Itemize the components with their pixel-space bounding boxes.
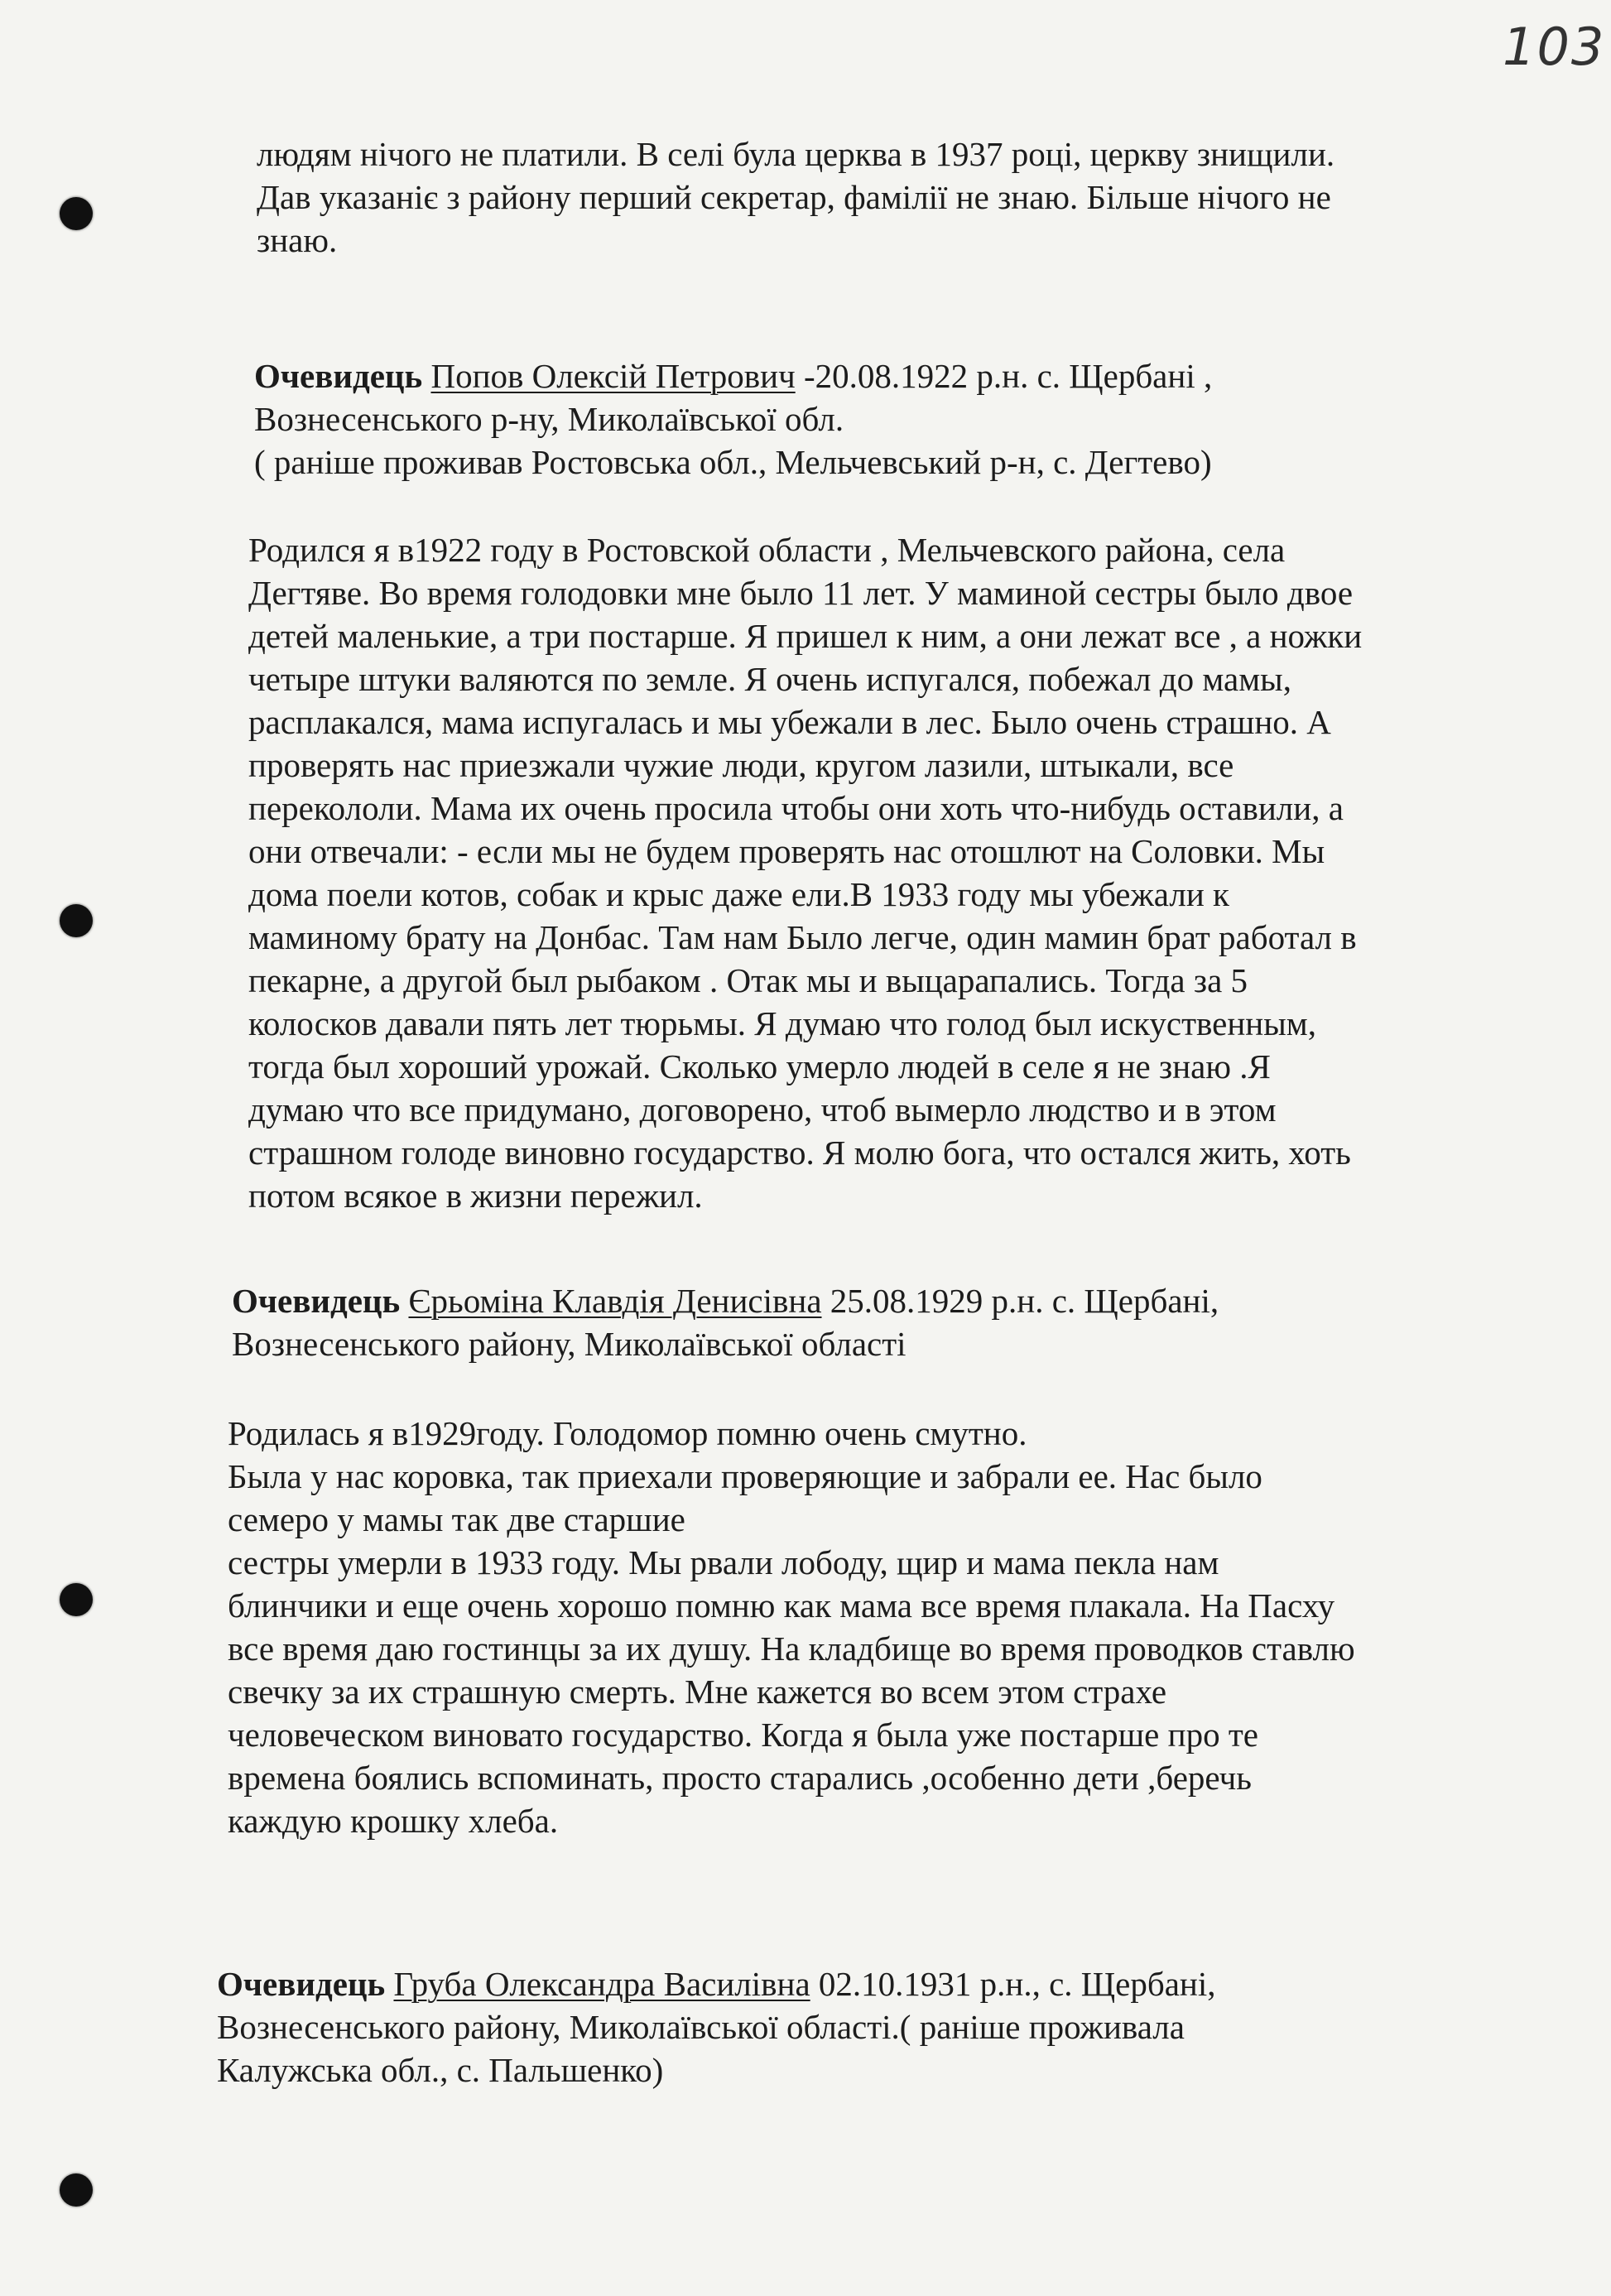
text-line: Была у нас коровка, так приехали проверяющие и забрали ее. Нас было (228, 1457, 1262, 1495)
witness-testimony (248, 528, 1362, 1217)
witness-birth-info: -20.08.1922 р.н. с. Щербані , (795, 357, 1213, 395)
witness-name: Єрьоміна Клавдія Денисівна (408, 1282, 822, 1320)
text-line: четыре штуки валяются по земле. Я очень испугался, побежал до мамы, (248, 660, 1291, 698)
text-line: думаю что все придумано, договорено, чтоб вымерло людство и в этом (248, 1090, 1277, 1129)
text-line: Родился я в1922 году в Ростовской области , Мельчевского района, села (248, 531, 1286, 569)
witness-header-line (232, 1279, 1219, 1322)
text-line: маминому брату на Донбас. Там нам Было легче, один мамин брат работал в (248, 918, 1357, 956)
binder-hole (60, 1583, 93, 1616)
witness-birth-info: 25.08.1929 р.н. с. Щербані, (821, 1282, 1219, 1320)
text-line: семеро у мамы так две старшие (228, 1500, 685, 1538)
binder-hole (60, 197, 93, 230)
text-line: расплакался, мама испугалась и мы убежали в лес. Было очень страшно. А (248, 703, 1331, 741)
text-line: детей маленькие, а три постарше. Я пришел к ним, а они лежат все , а ножки (248, 617, 1363, 655)
text-line: сестры умерли в 1933 году. Мы рвали лободу, щир и мама пекла нам (228, 1543, 1219, 1581)
page-number: 103 (1503, 17, 1606, 77)
witness-header-line: ( раніше проживав Ростовська обл., Мельчевський р-н, с. Дегтево) (254, 443, 1212, 481)
text-line: потом всякое в жизни пережил. (248, 1177, 703, 1215)
text-line: знаю. (257, 221, 338, 259)
text-line: перекололи. Мама их очень просила чтобы они хоть что-нибудь оставили, а (248, 789, 1344, 827)
witness-name: Попов Олексій Петрович (430, 357, 796, 395)
witness-header-line: Калужська обл., с. Пальшенко) (217, 2051, 664, 2089)
text-line: блинчики и еще очень хорошо помню как мама все время плакала. На Пасху (228, 1586, 1335, 1625)
text-line: они отвечали: - если мы не будем проверять нас отошлют на Соловки. Мы (248, 832, 1325, 870)
witness-header (217, 1962, 1216, 2091)
text-line: Дегтяве. Во время голодовки мне было 11 лет. У маминой сестры было двое (248, 574, 1354, 612)
witness-header-line (254, 354, 1212, 397)
witness-testimony (228, 1412, 1355, 1842)
witness-header (254, 354, 1212, 484)
text-line: Родилась я в1929году. Голодомор помню очень смутно. (228, 1414, 1027, 1452)
text-line: страшном голоде виновно государство. Я молю бога, что остался жить, хоть (248, 1134, 1351, 1172)
witness-header-line: Вознесенського району, Миколаївської області (232, 1325, 906, 1363)
binder-hole (60, 2173, 93, 2207)
text-line: человеческом виновато государство. Когда я была уже постарше про те (228, 1716, 1258, 1754)
witness-header-line (217, 1962, 1216, 2005)
witness-label: Очевидець (217, 1965, 386, 2003)
text-line: проверять нас приезжали чужие люди, кругом лазили, штыкали, все (248, 746, 1234, 784)
text-line: все время даю гостинцы за их душу. На кладбище во время проводков ставлю (228, 1629, 1355, 1668)
witness-header (232, 1279, 1219, 1365)
text-line: Дав указаніє з району перший секретар, фамілії не знаю. Більше нічого не (257, 178, 1331, 216)
text-line: каждую крошку хлеба. (228, 1802, 559, 1840)
witness-birth-info: 02.10.1931 р.н., с. Щербані, (810, 1965, 1216, 2003)
text-line: времена боялись вспоминать, просто старались ,особенно дети ,беречь (228, 1759, 1252, 1797)
text-line: колосков давали пять лет тюрьмы. Я думаю что голод был искуственным, (248, 1004, 1316, 1042)
witness-label: Очевидець (232, 1282, 401, 1320)
witness-name: Груба Олександра Василівна (393, 1965, 810, 2003)
witness-label: Очевидець (254, 357, 423, 395)
witness-header-line: Вознесенського р-ну, Миколаївської обл. (254, 400, 844, 438)
text-line: пекарне, а другой был рыбаком . Отак мы и выцарапались. Тогда за 5 (248, 961, 1248, 999)
binder-hole (60, 904, 93, 937)
witness-header-line: Вознесенського району, Миколаївської області.( раніше проживала (217, 2008, 1185, 2046)
text-line: тогда был хороший урожай. Сколько умерло людей в селе я не знаю .Я (248, 1047, 1271, 1085)
text-line: людям нічого не платили. В селі була церква в 1937 році, церкву знищили. (257, 135, 1335, 173)
intro-paragraph (257, 132, 1334, 262)
text-line: дома поели котов, собак и крыс даже ели.В 1933 году мы убежали к (248, 875, 1229, 913)
text-line: свечку за их страшную смерть. Мне кажется во всем этом страхе (228, 1673, 1167, 1711)
